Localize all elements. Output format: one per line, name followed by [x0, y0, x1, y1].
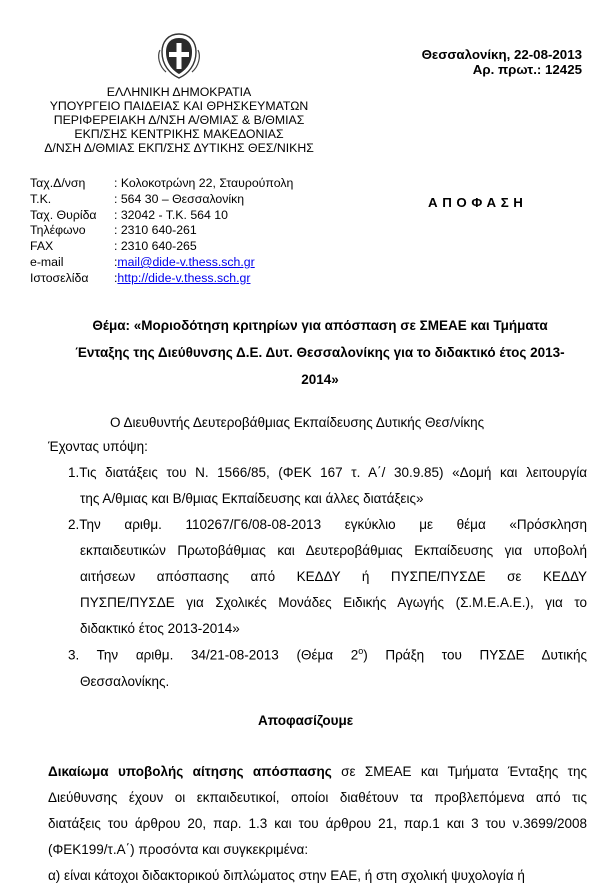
- director-line: Ο Διευθυντής Δευτεροβάθμιας Εκπαίδευσης Δυτικής Θεσ/νίκης: [110, 415, 485, 430]
- superscript: ο: [358, 646, 364, 656]
- considering-item: [68, 638, 587, 695]
- header-line: ΥΠΟΥΡΓΕΙΟ ΠΑΙΔΕΙΑΣ ΚΑΙ ΘΡΗΣΚΕΥΜΑΤΩΝ: [49, 99, 309, 113]
- decide-heading: Αποφασίζουμε: [258, 713, 354, 728]
- paragraph-line: Διεύθυνσης έχουν οι εκπαιδευτικοί, οποίοι διαθέτουν τα προβλεπόμενα από τις: [48, 790, 587, 805]
- item-line: της Α/θμιας και Β/θμιας Εκπαίδευσης και άλλες διατάξεις»: [80, 491, 424, 506]
- item-line: αιτήσεων απόσπασης από ΚΕΔΔΥ ή ΠΥΣΠΕ/ΠΥΣΔΕ σε ΚΕΔΔΥ: [80, 569, 587, 584]
- contact-details: [30, 176, 293, 287]
- header-line: ΕΚΠ/ΣΗΣ ΚΕΝΤΡΙΚΗΣ ΜΑΚΕΔΟΝΙΑΣ: [74, 127, 284, 141]
- contact-label: Ταχ. Θυρίδα: [30, 207, 97, 222]
- paragraph-line: (ΦΕΚ199/τ.Α΄) προσόντα και συγκεκριμένα:: [48, 842, 309, 857]
- contact-value: : 2310 640-265: [114, 239, 197, 254]
- contact-row: [30, 192, 293, 208]
- contact-label: Τ.Κ.: [30, 191, 52, 206]
- item-line: [68, 638, 587, 669]
- contact-label: Ιστοσελίδα: [30, 270, 89, 285]
- protocol-number: Αρ. πρωτ.: 12425: [472, 62, 582, 77]
- contact-value: : Κολοκοτρώνη 22, Σταυρούπολη: [114, 176, 294, 190]
- contact-label: e-mail: [30, 254, 64, 269]
- item-line: Θεσσαλονίκης.: [80, 673, 170, 689]
- considering-heading: Έχοντας υπόψη:: [48, 439, 148, 454]
- date-line: Θεσσαλονίκη, 22-08-2013: [421, 47, 582, 62]
- considering-item: [68, 460, 587, 512]
- subject-block: [46, 312, 594, 393]
- paragraph-line: [48, 759, 587, 785]
- contact-row: [30, 223, 293, 239]
- item-text: 3. Την αριθμ. 34/21-08-2013 (Θέμα 2: [68, 647, 359, 663]
- contact-prefix: :: [114, 270, 118, 285]
- contact-value: : 32042 - Τ.Κ. 564 10: [114, 207, 228, 222]
- subject-line: 2014»: [301, 372, 339, 387]
- website-link[interactable]: http://dide-v.thess.sch.gr: [117, 270, 251, 285]
- contact-label: Τηλέφωνο: [30, 223, 86, 238]
- date-protocol-block: [422, 47, 582, 77]
- paragraph-line: α) είναι κάτοχοι διδακτορικού διπλώματος στην ΕΑΕ, ή στη σχολική ψυχολογία ή: [48, 868, 525, 883]
- header-line: ΠΕΡΙΦΕΡΕΙΑΚΗ Δ/ΝΣΗ Α/ΘΜΙΑΣ & Β/ΘΜΙΑΣ: [53, 113, 305, 127]
- paragraph-text: σε ΣΜΕΑΕ και Τμήματα Ένταξης της: [331, 764, 587, 779]
- contact-prefix: :: [114, 254, 118, 269]
- contact-row: [30, 208, 293, 224]
- greek-coat-of-arms-icon: [156, 32, 202, 80]
- contact-row: [30, 255, 293, 271]
- header-line: Δ/ΝΣΗ Δ/ΘΜΙΑΣ ΕΚΠ/ΣΗΣ ΔΥΤΙΚΗΣ ΘΕΣ/ΝΙΚΗΣ: [44, 141, 314, 155]
- item-line: εκπαιδευτικών Πρωτοβάθμιας και Δευτεροβάθμιας Εκπαίδευσης για υποβολή: [80, 543, 587, 558]
- paragraph-line: διατάξεις του άρθρου 20, παρ. 1.3 και του άρθρου 21, παρ.1 και 3 του ν.3699/2008: [48, 816, 587, 831]
- decision-title: ΑΠΟΦΑΣΗ: [428, 195, 528, 210]
- subject-line: Ένταξης της Διεύθυνσης Δ.Ε. Δυτ. Θεσσαλονίκης για το διδακτικό έτος 2013-: [75, 345, 565, 360]
- contact-label: Ταχ.Δ/νση: [30, 176, 86, 190]
- item-text: ) Πράξη του ΠΥΣΔΕ Δυτικής: [363, 647, 588, 663]
- email-link[interactable]: mail@dide-v.thess.sch.gr: [117, 254, 255, 269]
- bold-lead: Δικαίωμα υποβολής αίτησης απόσπασης: [48, 764, 332, 779]
- subject-line: Θέμα: «Μοριοδότηση κριτηρίων για απόσπαση σε ΣΜΕΑΕ και Τμήματα: [92, 318, 548, 333]
- item-line: 1.Τις διατάξεις του Ν. 1566/85, (ΦΕΚ 167 τ. Α΄/ 30.9.85) «Δομή και λειτουργία: [68, 465, 587, 480]
- contact-value: : 564 30 – Θεσσαλονίκη: [114, 191, 245, 206]
- right-paragraph: [48, 759, 587, 889]
- contact-row: [30, 239, 293, 255]
- contact-label: FAX: [30, 239, 54, 254]
- item-line: 2.Την αριθμ. 110267/Γ6/08-08-2013 εγκύκλιο με θέμα «Πρόσκληση: [68, 517, 587, 532]
- item-line: ΠΥΣΠΕ/ΠΥΣΔΕ για Σχολικές Μονάδες Ειδικής Αγωγής (Σ.Μ.Ε.Α.Ε.), για το: [80, 595, 587, 610]
- contact-row: [30, 271, 293, 287]
- contact-value: : 2310 640-261: [114, 223, 197, 238]
- item-line: διδακτικό έτος 2013-2014»: [80, 621, 240, 636]
- considering-item: [68, 512, 587, 642]
- contact-row: [30, 176, 293, 192]
- header-line: ΕΛΛΗΝΙΚΗ ΔΗΜΟΚΡΑΤΙΑ: [106, 85, 252, 99]
